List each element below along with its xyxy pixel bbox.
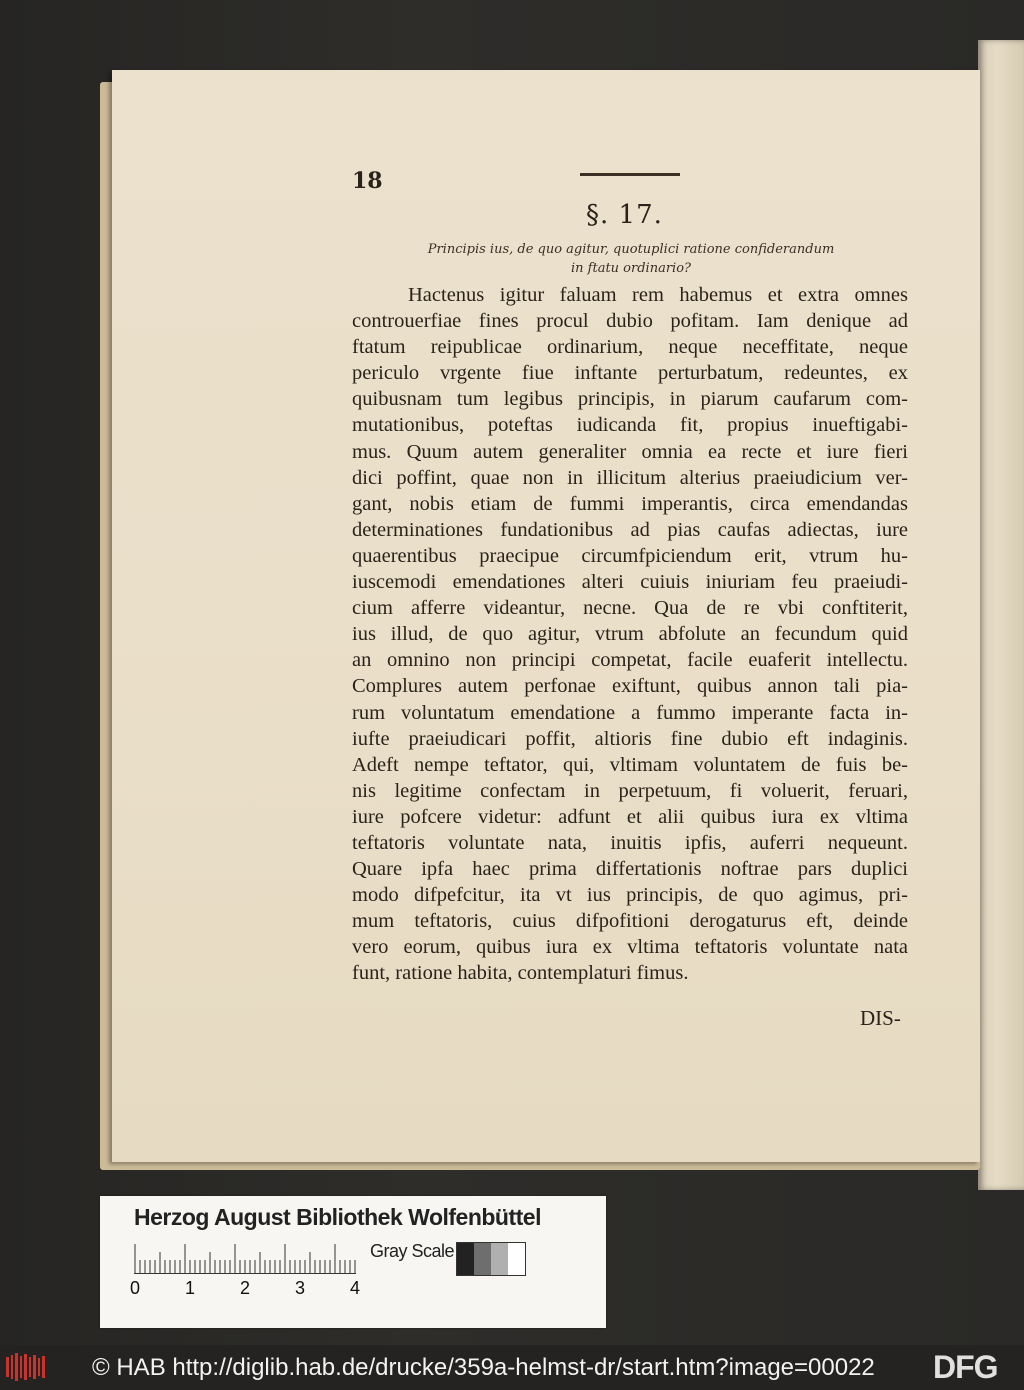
catchword: DIS- — [860, 1006, 901, 1030]
library-name: Herzog August Bibliothek Wolfenbüttel — [134, 1204, 541, 1230]
text-line: mum teftatoris, cuius difpofitioni derogaturus eft, deinde — [352, 910, 908, 933]
text-line: dici poffint, quae non in illicitum alterius praeiudicium ver- — [352, 466, 908, 489]
ruler-number: 4 — [350, 1278, 361, 1298]
library-color-card — [100, 1196, 606, 1328]
text-line: mutationibus, poteftas iudicanda fit, propius inueftigabi- — [352, 414, 908, 437]
text-line: Adeft nempe teftator, qui, vltimam voluntatem de fuis be- — [352, 753, 908, 776]
text-line: teftatoris voluntate nata, inuitis ipfis, auferri nequeunt. — [352, 831, 908, 854]
text-line: an omnino non principi competat, facile euaferit intellectu. — [352, 649, 908, 672]
text-line: Complures autem perfonae exiftunt, quibus annon tali pia- — [352, 675, 908, 698]
source-url[interactable]: © HAB http://diglib.hab.de/drucke/359a-helmst-dr/start.htm?image=00022 — [92, 1354, 875, 1381]
barcode-logo-icon — [6, 1353, 46, 1381]
text-line: Quare ipfa haec prima differtationis noftrae pars duplici — [352, 858, 908, 881]
measurement-ruler — [134, 1240, 364, 1274]
text-line: gant, nobis etiam de fummi imperantis, circa emendandas — [352, 492, 908, 515]
ruler-number: 0 — [130, 1278, 141, 1298]
text-line: modo difpefcitur, ita vt ius principis, de quo agimus, pri- — [352, 884, 908, 907]
adjacent-page-edge — [978, 40, 1024, 1190]
text-line: cium afferre videantur, necne. Qua de re vbi conftiterit, — [352, 597, 908, 620]
gray-step — [457, 1243, 474, 1275]
gray-scale-label: Gray Scale — [370, 1241, 455, 1261]
text-line: rum voluntatum emendatione a fummo imperante facta in- — [352, 701, 908, 724]
text-line: iufte praeiudicari poffit, altioris fine dubio eft indaginis. — [352, 727, 908, 750]
text-line: periculo vrgente fiue inftante perturbatum, redeuntes, ex — [352, 362, 908, 385]
text-line: ius illud, de quo agitur, vtrum abfolute an fecundum quid — [352, 623, 908, 646]
dfg-logo: DFG — [933, 1349, 998, 1385]
ruler-number: 2 — [240, 1278, 251, 1298]
text-line: ftatum reipublicae ordinarium, neque neceffitate, neque — [352, 336, 908, 359]
ruler-number: 3 — [295, 1278, 306, 1298]
page-number: 18 — [352, 168, 383, 194]
gray-step — [474, 1243, 491, 1275]
heading-line: in ftatu ordinario? — [571, 261, 691, 276]
book-page — [112, 70, 980, 1162]
gray-step — [508, 1243, 525, 1275]
ornamental-rule — [580, 173, 680, 176]
body-text — [352, 282, 908, 987]
footer-bar — [0, 1345, 1024, 1390]
text-line: nis legitime confectam in perpetuum, fi voluerit, feruari, — [352, 779, 908, 802]
gray-scale-strip — [456, 1242, 526, 1276]
text-line: iuscemodi emendationes alteri cuiuis iniuriam feu praeiudi- — [352, 571, 908, 594]
text-line: quaerentibus praecipue circumfpiciendum erit, vtrum hu- — [352, 544, 908, 567]
text-line: quibusnam tum legibus principis, in piarum caufarum com- — [352, 388, 908, 411]
section-heading — [396, 240, 866, 278]
text-line: vero eorum, quibus iura ex vltima teftatoris voluntate nata — [352, 936, 908, 959]
text-line: funt, ratione habita, contemplaturi fimus. — [352, 962, 689, 985]
section-number: §. 17. — [586, 200, 663, 230]
text-line: iure pofcere videtur: adfunt et alii quibus iura ex vltima — [352, 805, 908, 828]
text-line: determinationes fundationibus ad pias caufas adiectas, iure — [352, 518, 908, 541]
text-line: mus. Quum autem generaliter omnia ea recte et iure fieri — [352, 440, 908, 463]
heading-line: Principis ius, de quo agitur, quotuplici ratione confiderandum — [427, 242, 835, 257]
text-line: controuerfiae fines procul dubio pofitam. Iam denique ad — [352, 310, 908, 333]
text-line: Hactenus igitur faluam rem habemus et extra omnes — [408, 284, 908, 306]
ruler-number: 1 — [185, 1278, 196, 1298]
gray-step — [491, 1243, 508, 1275]
